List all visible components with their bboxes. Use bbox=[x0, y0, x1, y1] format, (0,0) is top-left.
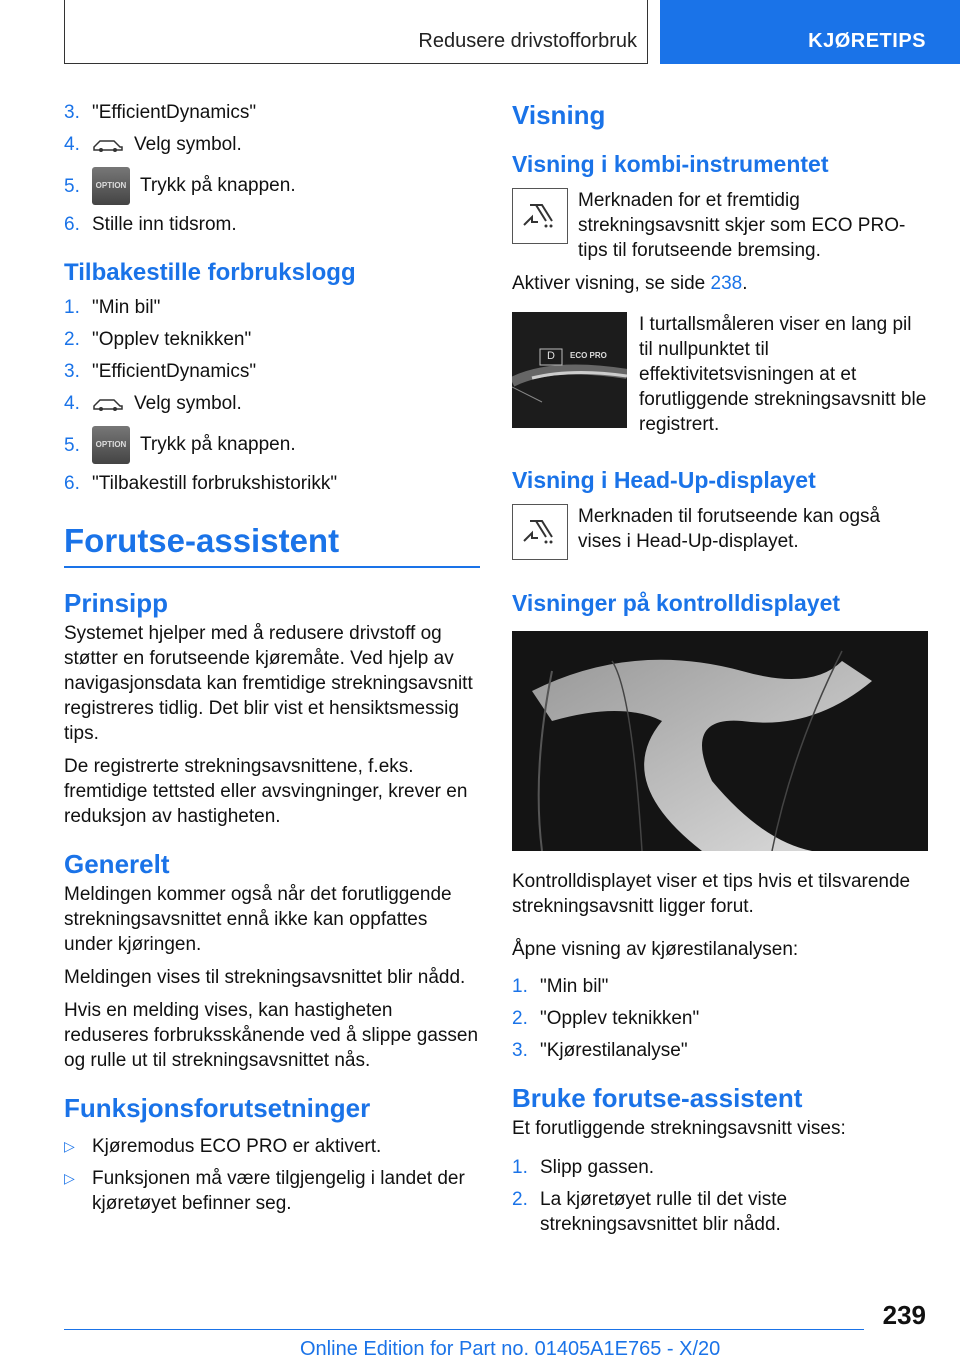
page-number: 239 bbox=[882, 1300, 926, 1330]
general-paragraph-2: Meldingen vises til strekningsavsnittet blir nådd. bbox=[64, 967, 466, 988]
list-item bbox=[64, 359, 480, 384]
header-chapter-tab bbox=[660, 0, 960, 64]
step-content bbox=[92, 426, 480, 464]
step-number: 2. bbox=[512, 1008, 528, 1029]
hud-note bbox=[512, 504, 928, 560]
left-column bbox=[64, 100, 480, 1223]
principle-heading: Prinsipp bbox=[64, 588, 169, 618]
step-text: Velg symbol. bbox=[134, 393, 242, 414]
principle-paragraph-1: Systemet hjelper med å redusere drivstoff og støtter en forutseende kjøremåte. Ved hjelp av navigasjonsdata kan fremtidige strekningsavsnitt registreres tidlig. Det blir vist et hensiktsmessig tips. bbox=[64, 623, 473, 744]
step-text: "EfficientDynamics" bbox=[92, 361, 257, 382]
header-chapter-title: KJØRETIPS bbox=[808, 30, 926, 52]
list-item bbox=[64, 212, 480, 237]
step-text: Velg symbol. bbox=[134, 134, 242, 155]
eco-pro-label: ECO PRO bbox=[570, 351, 607, 360]
list-item bbox=[64, 1166, 480, 1216]
step-number: 2. bbox=[512, 1189, 528, 1210]
kombi-note bbox=[512, 188, 928, 263]
bullet-text: Kjøremodus ECO PRO er aktivert. bbox=[92, 1136, 382, 1157]
use-steps-list bbox=[512, 1155, 928, 1237]
hud-note-text: Merknaden til forutseende kan også vises i Head-Up-displayet. bbox=[578, 506, 881, 552]
step-number: 4. bbox=[64, 134, 80, 155]
right-column bbox=[512, 100, 928, 1244]
step-text: Slipp gassen. bbox=[540, 1157, 655, 1178]
use-heading: Bruke forutse-assistent bbox=[512, 1083, 803, 1113]
activate-display-text bbox=[512, 271, 928, 296]
step-text: "EfficientDynamics" bbox=[92, 102, 257, 123]
control-display-heading: Visninger på kontrolldisplayet bbox=[512, 590, 841, 616]
activate-suffix: . bbox=[742, 273, 748, 294]
list-item bbox=[512, 1006, 928, 1031]
main-heading-block bbox=[64, 522, 480, 568]
general-heading: Generelt bbox=[64, 849, 170, 879]
main-heading: Forutse-assistent bbox=[64, 522, 340, 559]
step-text: "Min bil" bbox=[92, 297, 161, 318]
step-text: Stille inn tidsrom. bbox=[92, 214, 237, 235]
tachometer-note bbox=[512, 312, 928, 437]
step-text: "Opplev teknikken" bbox=[92, 329, 252, 350]
step-content bbox=[92, 132, 480, 157]
step-number: 3. bbox=[512, 1040, 528, 1061]
step-content bbox=[92, 391, 480, 416]
list-item bbox=[64, 1134, 480, 1159]
car-icon bbox=[92, 396, 124, 412]
list-item bbox=[64, 295, 480, 320]
list-item bbox=[64, 327, 480, 352]
step-text: Trykk på knappen. bbox=[140, 434, 296, 456]
bullet-text: Funksjonen må være tilgjengelig i landet der kjøretøyet befinner seg. bbox=[92, 1168, 465, 1214]
header-section-title: Redusere drivstofforbruk bbox=[418, 30, 637, 52]
bullet-triangle-icon: ▷ bbox=[64, 1138, 75, 1154]
step-text: Trykk på knappen. bbox=[140, 175, 296, 197]
step-number: 2. bbox=[64, 329, 80, 350]
principle-paragraph-2: De registrerte strekningsavsnittene, f.eks. fremtidige tettsted eller avsvingninger, krever en reduksjon av hastigheten. bbox=[64, 756, 468, 827]
step-text: "Tilbakestill forbrukshistorikk" bbox=[92, 473, 338, 494]
general-paragraph-1: Meldingen kommer også når det forutliggende strekningsavsnittet ennå ikke kan oppfattes under kjøringen. bbox=[64, 884, 452, 955]
option-button-icon: OPTION bbox=[92, 426, 130, 464]
list-item bbox=[512, 1038, 928, 1063]
steps-list-a bbox=[64, 100, 480, 237]
anticipation-warning-icon bbox=[512, 188, 568, 244]
gear-indicator: D bbox=[547, 350, 555, 362]
list-item bbox=[64, 391, 480, 416]
list-item bbox=[512, 974, 928, 999]
kombi-heading: Visning i kombi-instrumentet bbox=[512, 151, 829, 177]
step-number: 5. bbox=[64, 175, 80, 197]
step-number: 3. bbox=[64, 102, 80, 123]
reset-heading: Tilbakestille forbrukslogg bbox=[64, 259, 356, 286]
page-reference-link[interactable]: 238 bbox=[710, 273, 743, 294]
footer-divider bbox=[64, 1329, 864, 1330]
requirements-list bbox=[64, 1134, 480, 1216]
car-icon bbox=[92, 137, 124, 153]
step-number: 1. bbox=[512, 1157, 528, 1178]
anticipation-warning-icon bbox=[512, 504, 568, 560]
list-item bbox=[512, 1155, 928, 1180]
open-analysis-text: Åpne visning av kjørestilanalysen: bbox=[512, 939, 799, 960]
control-display-caption: Kontrolldisplayet viser et tips hvis et tilsvarende strekningsavsnitt ligger forut. bbox=[512, 871, 911, 917]
step-number: 5. bbox=[64, 434, 80, 456]
kombi-note-text: Merknaden for et fremtidig strekningsavsnitt skjer som ECO PRO-tips til forutseende bremsing. bbox=[578, 190, 906, 261]
step-number: 1. bbox=[64, 297, 80, 318]
list-item bbox=[64, 471, 480, 496]
use-text: Et forutliggende strekningsavsnitt vises: bbox=[512, 1118, 846, 1139]
activate-prefix: Aktiver visning, se side bbox=[512, 273, 706, 294]
step-number: 6. bbox=[64, 214, 80, 235]
control-display-image bbox=[512, 631, 928, 851]
footer-edition: Online Edition for Part no. 01405A1E765 - X/20 bbox=[300, 1338, 721, 1360]
step-text: "Min bil" bbox=[540, 976, 609, 997]
step-text: La kjøretøyet rulle til det viste strekningsavsnittet blir nådd. bbox=[540, 1189, 788, 1235]
option-button-icon: OPTION bbox=[92, 167, 130, 205]
step-text: "Opplev teknikken" bbox=[540, 1008, 700, 1029]
general-paragraph-3: Hvis en melding vises, kan hastigheten reduseres forbruksskånende ved å slippe gassen og rulle ut til strekningsavsnittet nås. bbox=[64, 1000, 479, 1071]
step-text: "Kjørestilanalyse" bbox=[540, 1040, 688, 1061]
step-number: 6. bbox=[64, 473, 80, 494]
steps-list-b bbox=[64, 295, 480, 496]
step-content bbox=[92, 167, 480, 205]
list-item bbox=[512, 1187, 928, 1237]
bullet-triangle-icon: ▷ bbox=[64, 1170, 75, 1186]
list-item bbox=[64, 100, 480, 125]
step-number: 3. bbox=[64, 361, 80, 382]
open-steps-list bbox=[512, 974, 928, 1063]
list-item bbox=[64, 426, 480, 464]
display-heading: Visning bbox=[512, 100, 606, 130]
tachometer-image bbox=[512, 312, 627, 428]
header-section-box bbox=[64, 0, 648, 64]
tachometer-text: I turtallsmåleren viser en lang pil til nullpunktet til effektivitetsvisningen at et forutliggende strekningsavsnitt ble registrert. bbox=[639, 314, 927, 435]
step-number: 1. bbox=[512, 976, 528, 997]
requirements-heading: Funksjonsforutsetninger bbox=[64, 1093, 371, 1123]
step-number: 4. bbox=[64, 393, 80, 414]
list-item bbox=[64, 167, 480, 205]
hud-heading: Visning i Head-Up-displayet bbox=[512, 467, 816, 493]
list-item bbox=[64, 132, 480, 157]
